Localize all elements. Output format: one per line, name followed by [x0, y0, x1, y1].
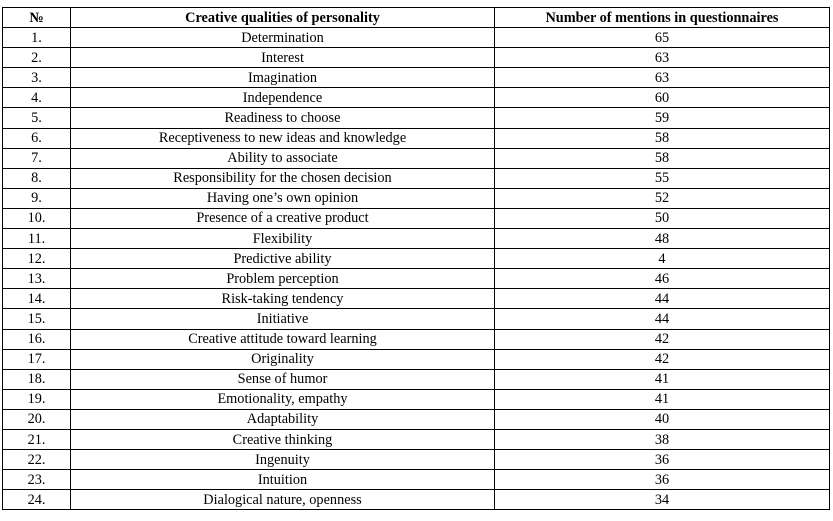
table-row — [3, 28, 830, 48]
header-quality: Creative qualities of personality — [71, 8, 495, 28]
table-row — [3, 349, 830, 369]
table-row — [3, 369, 830, 389]
row-quality-cell: Originality — [71, 349, 495, 369]
row-number-cell: 2. — [3, 48, 71, 68]
row-number-cell: 3. — [3, 68, 71, 88]
row-number-cell: 23. — [3, 470, 71, 490]
row-count-cell: 50 — [495, 208, 830, 228]
row-quality-cell: Receptiveness to new ideas and knowledge — [71, 128, 495, 148]
row-count-cell: 34 — [495, 490, 830, 510]
row-number-cell: 6. — [3, 128, 71, 148]
row-quality-cell: Dialogical nature, openness — [71, 490, 495, 510]
row-count-cell: 42 — [495, 349, 830, 369]
row-count-cell: 41 — [495, 389, 830, 409]
row-count-cell: 44 — [495, 289, 830, 309]
row-quality-cell: Responsibility for the chosen decision — [71, 168, 495, 188]
row-number-cell: 13. — [3, 269, 71, 289]
row-number-cell: 20. — [3, 409, 71, 429]
row-count-cell: 59 — [495, 108, 830, 128]
row-quality-cell: Creative thinking — [71, 429, 495, 449]
row-number-cell: 16. — [3, 329, 71, 349]
table-row — [3, 148, 830, 168]
row-number-cell: 4. — [3, 88, 71, 108]
row-number-cell: 21. — [3, 429, 71, 449]
table-header — [3, 8, 830, 28]
row-number-cell: 24. — [3, 490, 71, 510]
table-row — [3, 128, 830, 148]
table-row — [3, 168, 830, 188]
row-count-cell: 55 — [495, 168, 830, 188]
row-count-cell: 63 — [495, 48, 830, 68]
row-count-cell: 4 — [495, 249, 830, 269]
table-row — [3, 450, 830, 470]
row-quality-cell: Readiness to choose — [71, 108, 495, 128]
row-quality-cell: Sense of humor — [71, 369, 495, 389]
row-number-cell: 11. — [3, 229, 71, 249]
table-row — [3, 409, 830, 429]
table-row — [3, 229, 830, 249]
row-count-cell: 42 — [495, 329, 830, 349]
row-quality-cell: Adaptability — [71, 409, 495, 429]
row-quality-cell: Risk-taking tendency — [71, 289, 495, 309]
row-number-cell: 12. — [3, 249, 71, 269]
table-row — [3, 309, 830, 329]
row-quality-cell: Interest — [71, 48, 495, 68]
row-quality-cell: Initiative — [71, 309, 495, 329]
row-quality-cell: Emotionality, empathy — [71, 389, 495, 409]
table-row — [3, 249, 830, 269]
header-count: Number of mentions in questionnaires — [495, 8, 830, 28]
row-quality-cell: Predictive ability — [71, 249, 495, 269]
row-count-cell: 52 — [495, 188, 830, 208]
row-count-cell: 58 — [495, 128, 830, 148]
table-row — [3, 68, 830, 88]
row-quality-cell: Determination — [71, 28, 495, 48]
row-quality-cell: Presence of a creative product — [71, 208, 495, 228]
row-quality-cell: Creative attitude toward learning — [71, 329, 495, 349]
row-number-cell: 8. — [3, 168, 71, 188]
row-count-cell: 36 — [495, 470, 830, 490]
table-row — [3, 188, 830, 208]
row-count-cell: 46 — [495, 269, 830, 289]
row-quality-cell: Independence — [71, 88, 495, 108]
table-row — [3, 470, 830, 490]
table-body — [3, 28, 830, 510]
row-number-cell: 19. — [3, 389, 71, 409]
table-row — [3, 289, 830, 309]
table-row — [3, 269, 830, 289]
row-count-cell: 40 — [495, 409, 830, 429]
row-number-cell: 17. — [3, 349, 71, 369]
row-number-cell: 14. — [3, 289, 71, 309]
row-quality-cell: Having one’s own opinion — [71, 188, 495, 208]
table-row — [3, 108, 830, 128]
row-count-cell: 48 — [495, 229, 830, 249]
table-row — [3, 429, 830, 449]
row-count-cell: 65 — [495, 28, 830, 48]
row-number-cell: 22. — [3, 450, 71, 470]
row-quality-cell: Problem perception — [71, 269, 495, 289]
table-row — [3, 88, 830, 108]
row-quality-cell: Ability to associate — [71, 148, 495, 168]
row-count-cell: 41 — [495, 369, 830, 389]
table-row — [3, 490, 830, 510]
row-number-cell: 1. — [3, 28, 71, 48]
table-row — [3, 329, 830, 349]
row-count-cell: 44 — [495, 309, 830, 329]
row-count-cell: 63 — [495, 68, 830, 88]
table-row — [3, 389, 830, 409]
row-number-cell: 9. — [3, 188, 71, 208]
row-number-cell: 7. — [3, 148, 71, 168]
row-count-cell: 60 — [495, 88, 830, 108]
row-count-cell: 38 — [495, 429, 830, 449]
row-quality-cell: Flexibility — [71, 229, 495, 249]
row-number-cell: 5. — [3, 108, 71, 128]
row-quality-cell: Intuition — [71, 470, 495, 490]
row-count-cell: 36 — [495, 450, 830, 470]
row-quality-cell: Imagination — [71, 68, 495, 88]
table-row — [3, 208, 830, 228]
row-number-cell: 18. — [3, 369, 71, 389]
table-row — [3, 48, 830, 68]
header-row — [3, 8, 830, 28]
row-quality-cell: Ingenuity — [71, 450, 495, 470]
row-number-cell: 15. — [3, 309, 71, 329]
row-number-cell: 10. — [3, 208, 71, 228]
header-number: № — [3, 8, 71, 28]
creative-qualities-table — [2, 7, 830, 510]
row-count-cell: 58 — [495, 148, 830, 168]
